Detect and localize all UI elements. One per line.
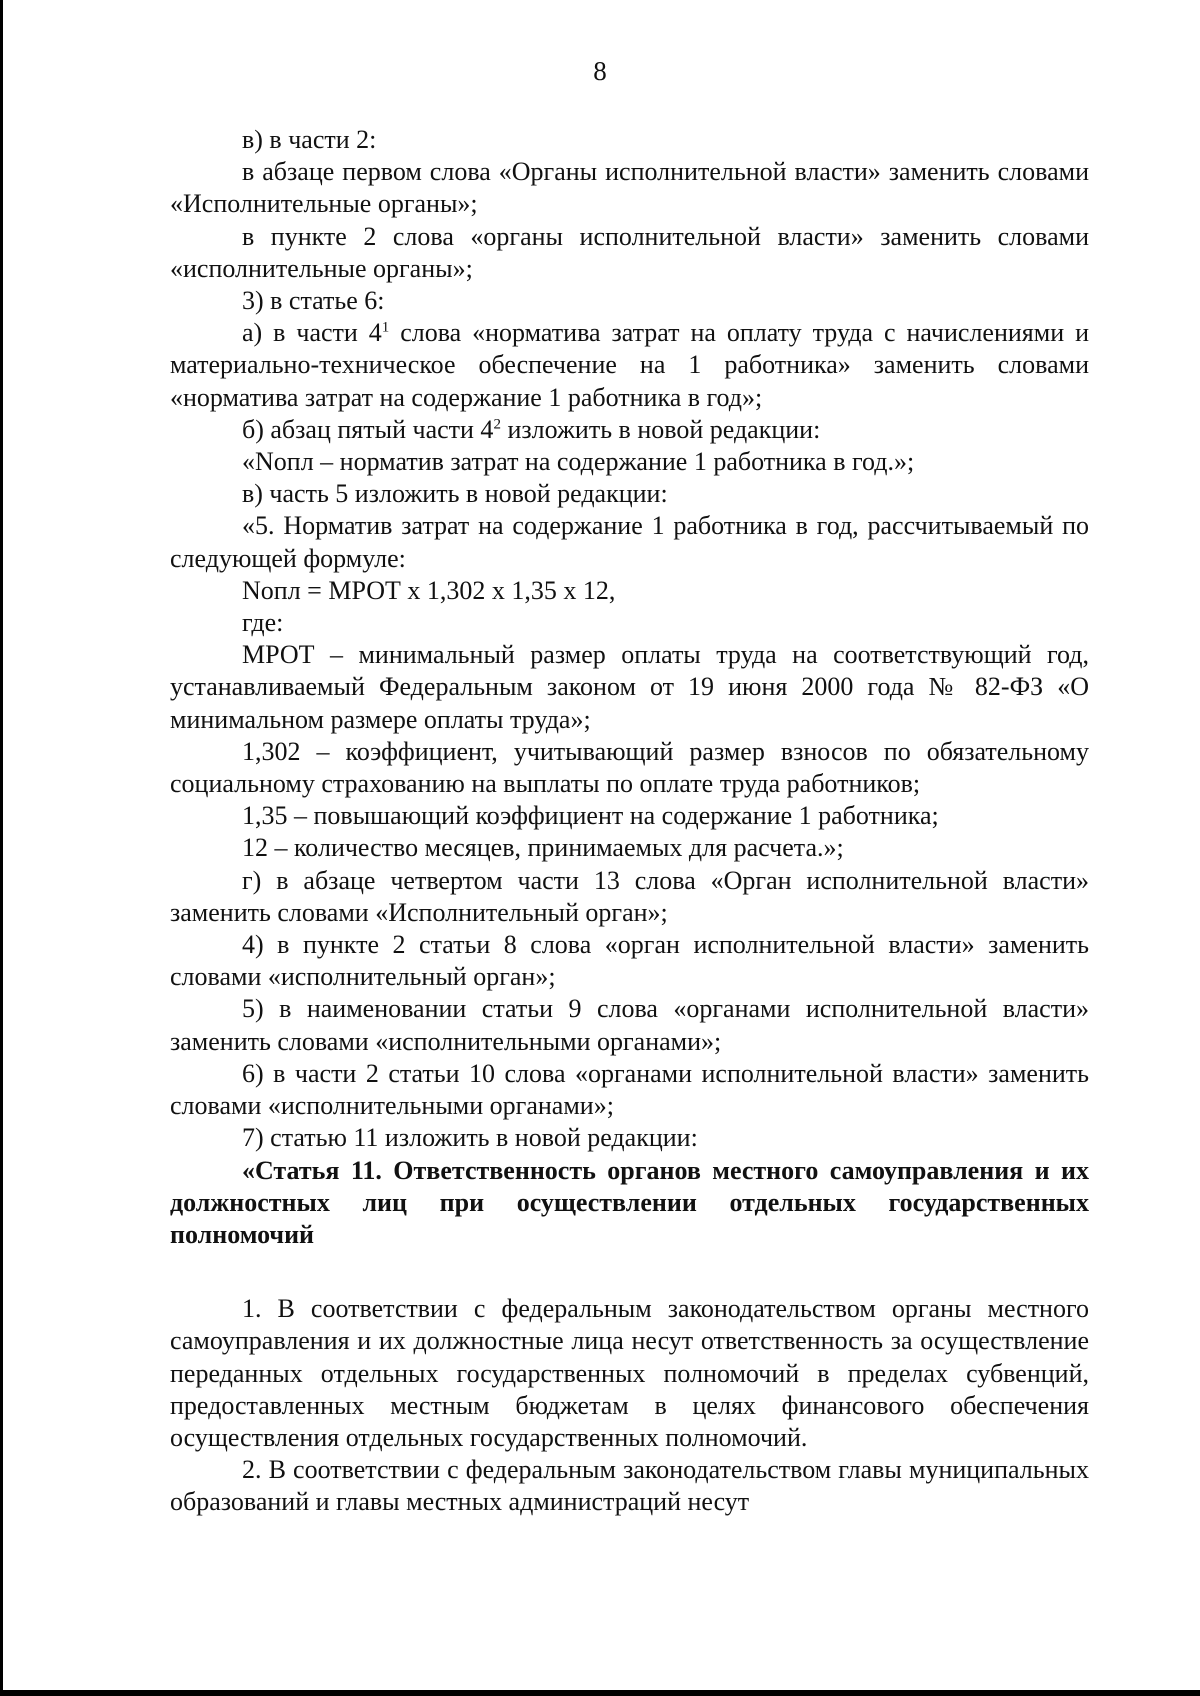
paragraph [170,317,1089,414]
paragraph: 1,35 – повышающий коэффициент на содержание 1 работника; [242,801,939,831]
formula: Nопл = МРОТ х 1,302 х 1,35 х 12, [242,575,616,605]
paragraph: г) в абзаце четвертом части 13 слова «Орган исполнительной власти» заменить словами «Исполнительный орган»; [170,865,1089,927]
document-body [170,124,1089,1519]
paragraph: МРОТ – минимальный размер оплаты труда на соответствующий год, устанавливаемый Федеральным законом от 19 июня 2000 года № 82-ФЗ «О минимальном размере оплаты труда»; [170,640,1089,734]
paragraph: в пункте 2 слова «органы исполнительной власти» заменить словами «исполнительные органы»; [170,221,1089,283]
paragraph: 3) в статье 6: [242,286,385,316]
paragraph-text: изложить в новой редакции: [500,414,821,444]
paragraph: 2. В соответствии с федеральным законодательством главы муниципальных образований и главы местных администраций несут [170,1455,1089,1517]
paragraph: «5. Норматив затрат на содержание 1 работника в год, рассчитываемый по следующей формуле: [170,511,1089,573]
paragraph: 12 – количество месяцев, принимаемых для расчета.»; [242,833,844,863]
paragraph: в абзаце первом слова «Органы исполнительной власти» заменить словами «Исполнительные органы»; [170,157,1089,219]
paragraph: 7) статью 11 изложить в новой редакции: [242,1123,698,1153]
paragraph: 4) в пункте 2 статьи 8 слова «орган исполнительной власти» заменить словами «исполнительный орган»; [170,930,1089,992]
article-heading: «Статья 11. Ответственность органов местного самоуправления и их должностных лиц при осуществлении отдельных государственных полномочий [170,1155,1089,1249]
paragraph: 1,302 – коэффициент, учитывающий размер взносов по обязательному социальному страхованию на выплаты по оплате труда работников; [170,736,1089,799]
paragraph: в) в части 2: [242,125,377,154]
paragraph [170,414,1089,446]
paragraph: в) часть 5 изложить в новой редакции: [242,479,668,509]
paragraph-text: а) в части 4 [242,318,382,348]
paragraph: 5) в наименовании статьи 9 слова «органами исполнительной власти» заменить словами «исполнительными органами»; [170,994,1089,1056]
page-number: 8 [593,56,607,86]
paragraph-text: б) абзац пятый части 4 [242,414,494,444]
paragraph: 1. В соответствии с федеральным законодательством органы местного самоуправления и их должностные лица несут ответственность за осуществление переданных отдельных государственных полномочий в пределах субвенций, предоставленных местным бюджетам в целях финансового обеспечения осуществления отдельных государственных полномочий. [170,1294,1089,1452]
scan-edge-left [0,0,3,1696]
paragraph: где: [242,608,284,638]
paragraph-text: слова «норматива затрат на оплату труда с начислениями и материально-техническое обеспечение на 1 работника» заменить словами «норматива затрат на содержание 1 работника в год»; [170,318,1089,412]
paragraph: «Nопл – норматив затрат на содержание 1 работника в год.»; [242,447,915,477]
paragraph: 6) в части 2 статьи 10 слова «органами исполнительной власти» заменить словами «исполнительными органами»; [170,1058,1089,1121]
superscript: 1 [381,319,390,336]
scan-edge-bottom [0,1690,1200,1696]
superscript: 2 [493,416,501,433]
